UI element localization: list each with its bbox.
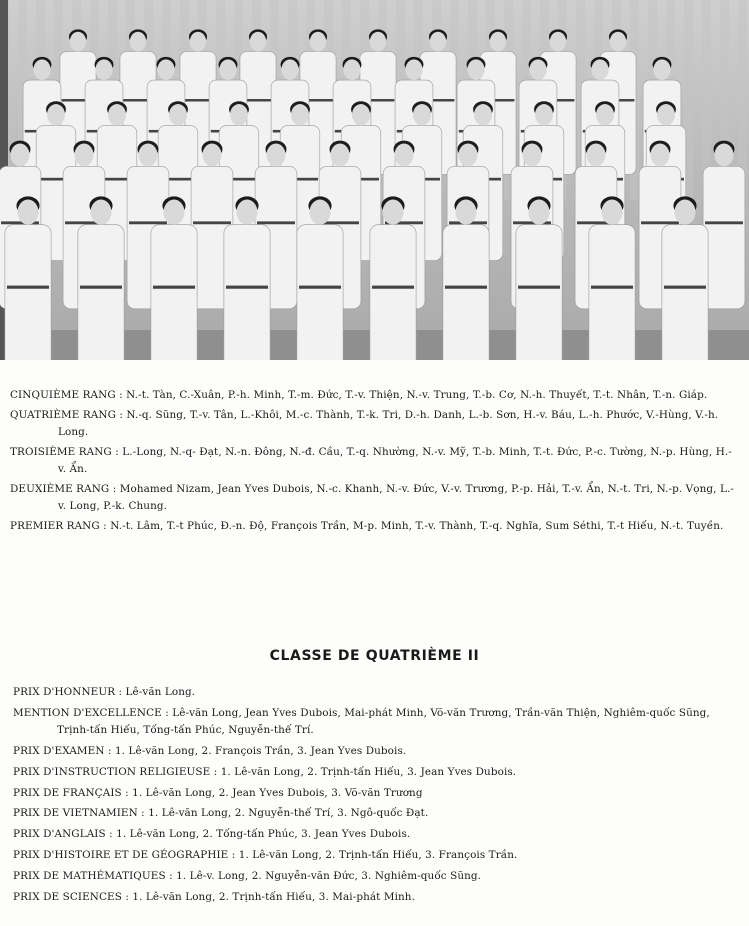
rank-names: N.-t. Lâm, T.-t Phúc, Đ.-n. Độ, François Trần, M-p. Minh, T.-v. Thành, T.-q. Nghĩa, Sum Séthi, T.-t Hiếu, N.-t. Tuyền. (110, 520, 724, 532)
rank-names: N.-t. Tàn, C.-Xuân, P.-h. Minh, T.-m. Đức, T.-v. Thiện, N.-v. Trung, T.-b. Cơ, N.-h. Thuyết, T.-t. Nhân, T.-n. Giáp. (126, 389, 708, 401)
prize-line (13, 684, 741, 701)
prize-winners: 1. Lê-văn Long, 2. François Trần, 3. Jean Yves Dubois. (114, 744, 407, 757)
rank-names: L.-Long, N.-q- Đạt, N.-n. Đông, N.-đ. Cầu, T.-q. Nhường, N.-v. Mỹ, T.-b. Minh, T.-t. Đức, P.-c. Tường, N.-p. Hùng, H.-v. Ẩn. (58, 446, 732, 475)
prize-label: PRIX DE FRANÇAIS : (13, 786, 129, 799)
prize-line (13, 805, 741, 822)
rank-label: TROISIÈME RANG : (10, 446, 119, 458)
rank-label: CINQUIÈME RANG : (10, 389, 123, 401)
prize-label: PRIX DE VIETNAMIEN : (13, 807, 145, 820)
rank-label: QUATRIÈME RANG : (10, 409, 123, 421)
rank-list (10, 387, 740, 538)
prize-label: PRIX D'HISTOIRE ET DE GÉOGRAPHIE : (13, 849, 236, 862)
prize-winners: 1. Lê-văn Long, 2. Trịnh-tấn Hiếu, 3. Jean Yves Dubois. (220, 765, 517, 778)
prize-line (13, 868, 741, 885)
rank-line (10, 518, 740, 535)
rank-line (10, 387, 740, 404)
prize-line (13, 705, 741, 739)
rank-names: N.-q. Sũng, T.-v. Tân, L.-Khôi, M.-c. Thành, T.-k. Tri, D.-h. Danh, L.-b. Sơn, H.-v. Báu, L.-h. Phước, V.-Hùng, V.-h. Long. (58, 409, 719, 438)
prize-line (13, 826, 741, 843)
prize-line (13, 743, 741, 760)
prize-winners: 1. Lê-văn Long, 2. Tống-tấn Phúc, 3. Jean Yves Dubois. (116, 828, 411, 841)
prize-list (13, 684, 741, 910)
prize-winners: Lê-văn Long, Jean Yves Dubois, Mai-phát Minh, Võ-văn Trương, Trần-văn Thiện, Nghiêm-quốc Sũng, Trịnh-tấn Hiếu, Tống-tấn Phúc, Nguyễn-thế Trí. (57, 706, 710, 736)
prize-line (13, 785, 741, 802)
rank-label: PREMIER RANG : (10, 520, 107, 532)
prize-line (13, 764, 741, 781)
prize-label: PRIX D'INSTRUCTION RELIGIEUSE : (13, 765, 218, 778)
prize-winners: Lê-văn Long. (125, 686, 196, 698)
prize-line (13, 847, 741, 864)
prize-label: PRIX D'ANGLAIS : (13, 828, 113, 841)
rank-label: DEUXIÈME RANG : (10, 483, 117, 495)
prize-winners: 1. Lê-văn Long, 2. Nguyễn-thế Trí, 3. Ngô-quốc Đạt. (148, 807, 429, 820)
rank-line (10, 407, 740, 441)
prize-label: PRIX DE SCIENCES : (13, 891, 129, 904)
prize-winners: 1. Lê-văn Long, 2. Jean Yves Dubois, 3. Võ-văn Trương (132, 786, 423, 799)
class-group-photo (0, 0, 749, 360)
prize-label: PRIX DE MATHÉMATIQUES : (13, 870, 173, 883)
prize-label: PRIX D'HONNEUR : (13, 686, 123, 698)
rank-line (10, 444, 740, 478)
rank-names: Mohamed Nizam, Jean Yves Dubois, N.-c. Khanh, N.-v. Đức, V.-v. Trương, P.-p. Hải, T.-v. Ẩn, N.-t. Tri, N.-p. Vọng, L.-v. Long, P.-k. Chung. (58, 483, 735, 512)
prize-winners: 1. Lê-v. Long, 2. Nguyễn-văn Đức, 3. Nghiêm-quốc Sũng. (176, 870, 482, 883)
rank-line (10, 481, 740, 515)
prize-label: PRIX D'EXAMEN : (13, 744, 112, 757)
prize-winners: 1. Lê-văn Long, 2. Trịnh-tấn Hiếu, 3. François Trần. (238, 849, 518, 862)
prize-line (13, 889, 741, 906)
class-title: CLASSE DE QUATRIÈME II (269, 648, 480, 664)
prize-winners: 1. Lê-văn Long, 2. Trịnh-tấn Hiếu, 3. Mai-phát Minh. (132, 891, 415, 904)
class-photo-illustration (0, 0, 749, 360)
prize-label: MENTION D'EXCELLENCE : (13, 706, 169, 719)
